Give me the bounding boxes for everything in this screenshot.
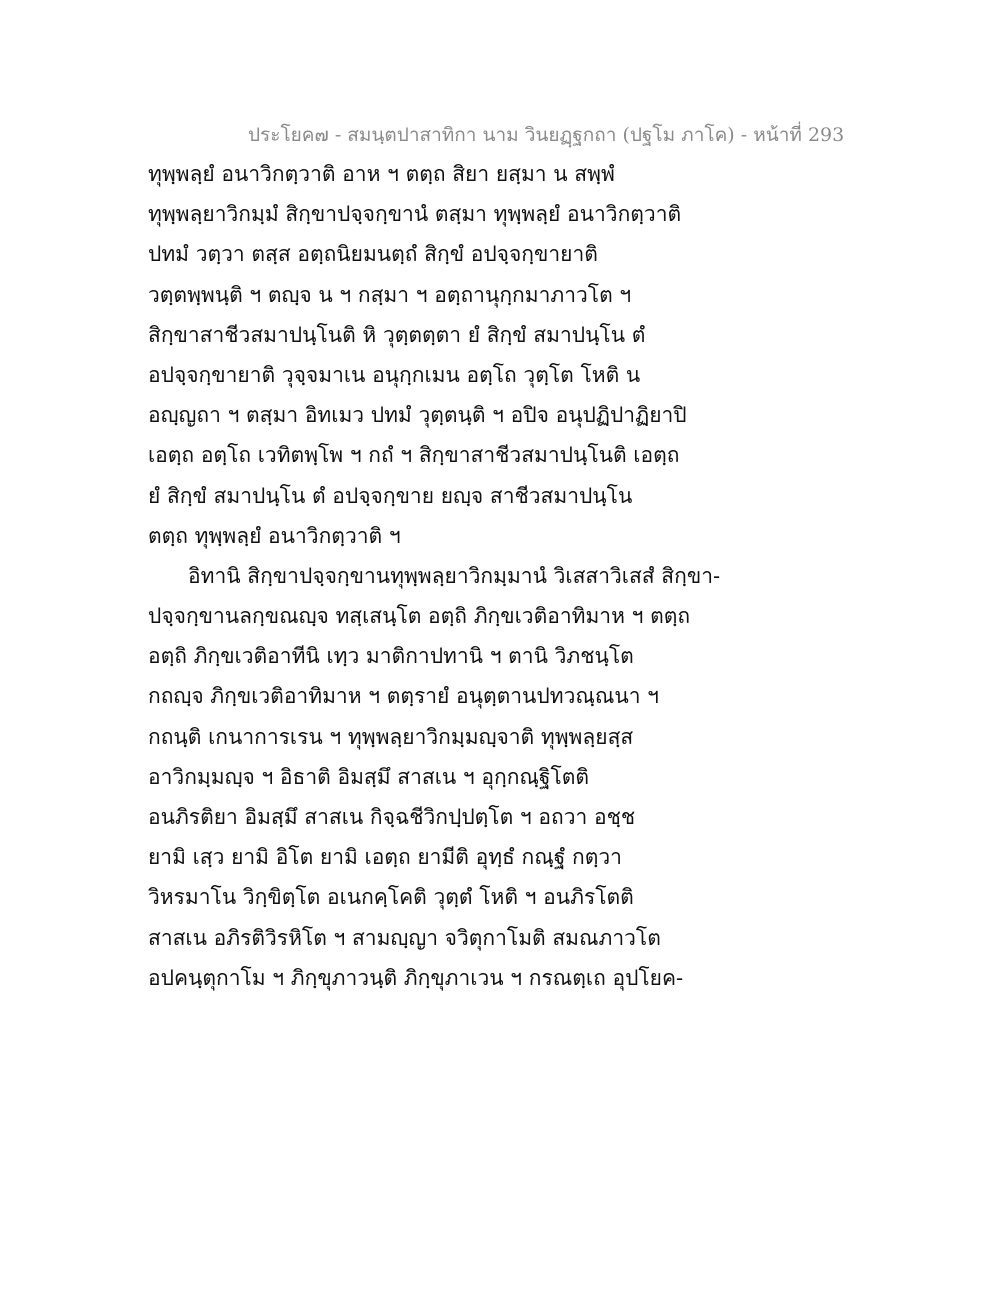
text-line: สิกฺขาสาชีวสมาปนฺโนติ หิ วุตฺตตฺตา ยํ สิกฺขํ สมาปนฺโน ตํ xyxy=(148,322,646,347)
text-line: อปคนฺตุกาโม ฯ ภิกฺขุภาวนฺติ ภิกฺขุภาเวน ฯ กรณตฺเถ อุปโยค- xyxy=(148,965,684,990)
text-line: อตฺถิ ภิกฺขเวติอาทีนิ เทฺว มาติกาปทานิ ฯ ตานิ วิภชนฺโต xyxy=(148,644,634,669)
text-line: ยามิ เสฺว ยามิ อิโต ยามิ เอตฺถ ยามีติ อุทฺธํ กณฺฐํ กตฺวา xyxy=(148,845,622,870)
text-line: ทุพฺพลฺยาวิกมฺมํ สิกฺขาปจฺจกฺขานํ ตสฺมา ทุพฺพลฺยํ อนาวิกตฺวาติ xyxy=(148,202,682,227)
text-line: อปจฺจกฺขายาติ วุจฺจมาเน อนุกฺกเมน อตฺโถ วุตฺโต โหติ น xyxy=(148,362,641,387)
text-line: กถนฺติ เกนาการเรน ฯ ทุพฺพลฺยาวิกมฺมญฺจาติ ทุพฺพลฺยสฺส xyxy=(148,724,634,749)
text-line: สาสเน อภิรติวิรหิโต ฯ สามญฺญา จวิตุกาโมติ สมณภาวโต xyxy=(148,925,661,950)
text-line: วตฺตพฺพนฺติ ฯ ตญฺจ น ฯ กสฺมา ฯ อตฺถานุกฺกมาภาวโต ฯ xyxy=(148,282,632,307)
text-line: อญฺญถา ฯ ตสฺมา อิทเมว ปทมํ วุตฺตนฺติ ฯ อปิจ อนุปฏิปาฏิยาปิ xyxy=(148,403,687,428)
text-line: ปจฺจกฺขานลกฺขณญฺจ ทสฺเสนฺโต อตฺถิ ภิกฺขเวติอาทิมาห ฯ ตตฺถ xyxy=(148,604,691,629)
text-line: ตตฺถ ทุพฺพลฺยํ อนาวิกตฺวาติ ฯ xyxy=(148,523,401,548)
text-line: ปทมํ วตฺวา ตสฺส อตฺถนิยมนตฺถํ สิกฺขํ อปจฺจกฺขายาติ xyxy=(148,242,598,267)
running-header: ประโยค๗ - สมนฺตปาสาทิกา นาม วินยฏฺฐกถา (ปฐโม ภาโค) - หน้าที่ 293 xyxy=(248,124,845,146)
text-line: ทุพฺพลฺยํ อนาวิกตฺวาติ อาห ฯ ตตฺถ สิยา ยสฺมา น สพฺพํ xyxy=(148,162,615,186)
text-line: ยํ สิกฺขํ สมาปนฺโน ตํ อปจฺจกฺขาย ยญฺจ สาชีวสมาปนฺโน xyxy=(148,483,633,508)
body-text xyxy=(148,158,721,1002)
text-line: กถญฺจ ภิกฺขเวติอาทิมาห ฯ ตตฺรายํ อนุตฺตานปทวณฺณนา ฯ xyxy=(148,684,659,709)
text-line: วิหรมาโน วิกฺขิตฺโต อเนกคฺโคติ วุตฺตํ โหติ ฯ อนภิรโตติ xyxy=(148,885,634,910)
text-line: อนภิรติยา อิมสฺมึ สาสเน กิจฺฉชีวิกปฺปตฺโต ฯ อถวา อชฺช xyxy=(148,805,636,829)
text-line: อาวิกมฺมญฺจ ฯ อิธาติ อิมสฺมึ สาสเน ฯ อุกฺกณฺฐิโตติ xyxy=(148,764,590,789)
text-line: เอตฺถ อตฺโถ เวทิตพฺโพ ฯ กถํ ฯ สิกฺขาสาชีวสมาปนฺโนติ เอตฺถ xyxy=(148,443,680,468)
paragraph-start-line: อิทานิ สิกฺขาปจฺจกฺขานทุพฺพลฺยาวิกมฺมานํ วิเสสาวิเสสํ สิกฺขา- xyxy=(188,563,721,588)
